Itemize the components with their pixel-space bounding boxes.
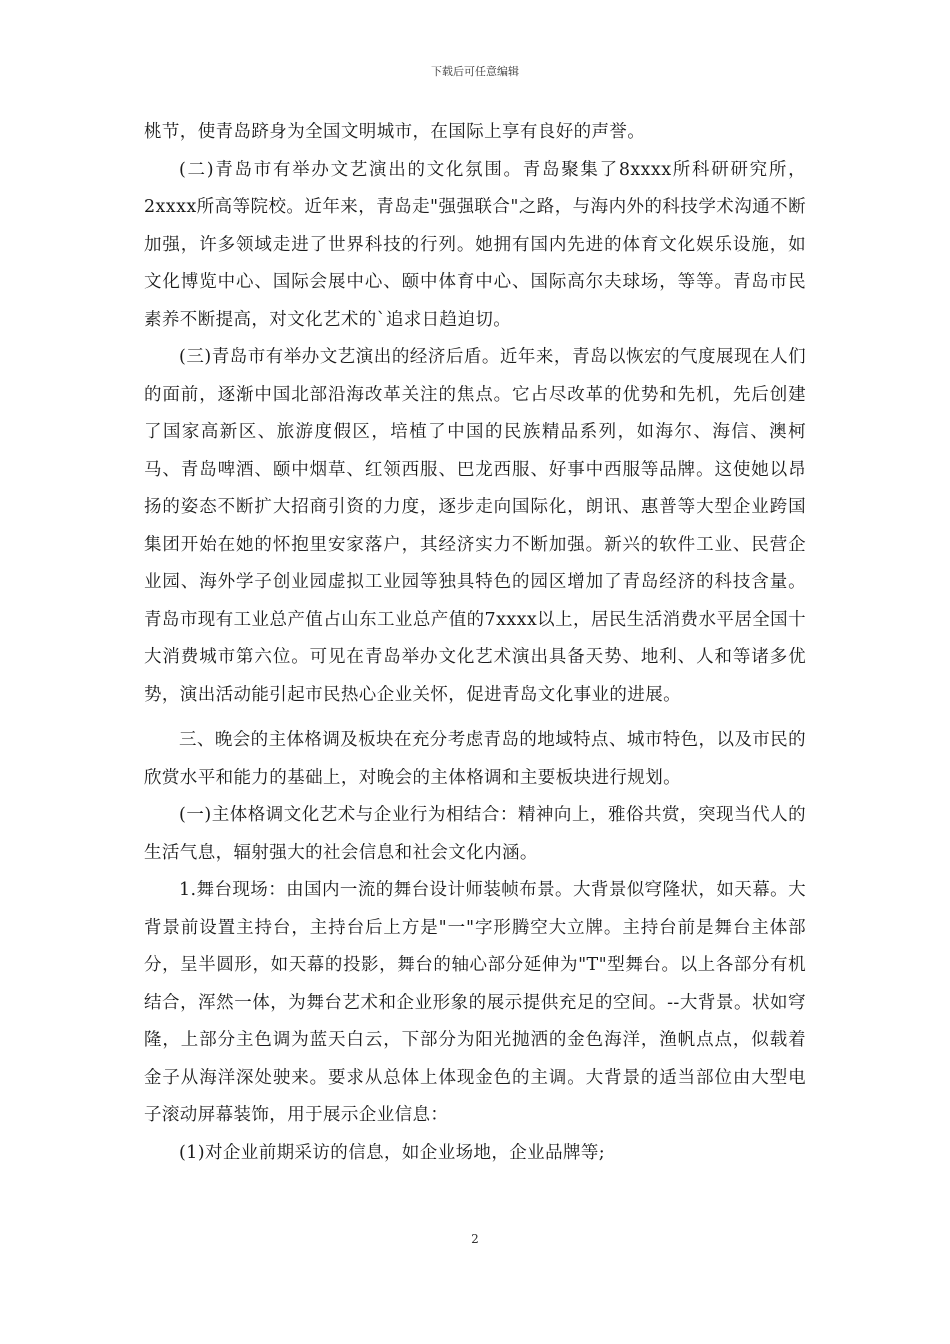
page-number: 2: [471, 1232, 479, 1246]
document-body: [144, 114, 806, 1172]
paragraph-section-three: 三、晚会的主体格调及板块在充分考虑青岛的地域特点、城市特色，以及市民的欣赏水平和能力的基础上，对晚会的主体格调和主要板块进行规划。: [144, 730, 806, 788]
paragraph-cultural-atmosphere: (二)青岛市有举办文艺演出的文化氛围。青岛聚集了8xxxx所科研研究所，2xxxx所高等院校。近年来，青岛走"强强联合"之路，与海内外的科技学术沟通不断加强，许多领域走进了世界科技的行列。她拥有国内先进的体育文化娱乐设施，如文化博览中心、国际会展中心、颐中体育中心、国际高尔夫球场，等等。青岛市民素养不断提高，对文化艺术的`追求日趋迫切。: [144, 159, 806, 330]
page-header: 下载后可任意编辑: [431, 65, 519, 78]
paragraph-list-item-1: (1)对企业前期采访的信息，如企业场地，企业品牌等;: [179, 1142, 606, 1163]
paragraph-continuation: 桃节，使青岛跻身为全国文明城市，在国际上享有良好的声誉。: [144, 122, 646, 142]
paragraph-stage-scene: 1.舞台现场：由国内一流的舞台设计师装帧布景。大背景似穹隆状，如天幕。大背景前设置主持台，主持台后上方是"一"字形腾空大立牌。主持台前是舞台主体部分，呈半圆形，如天幕的投影，舞台的轴心部分延伸为"T"型舞台。以上各部分有机结合，浑然一体，为舞台艺术和企业形象的展示提供充足的空间。--大背景。状如穹隆，上部分主色调为蓝天白云，下部分为阳光抛洒的金色海洋，渔帆点点，似载着金子从海洋深处驶来。要求从总体上体现金色的主调。大背景的适当部位由大型电子滚动屏幕装饰，用于展示企业信息：: [144, 880, 806, 1125]
paragraph-economic-support: (三)青岛市有举办文艺演出的经济后盾。近年来，青岛以恢宏的气度展现在人们的面前，逐渐中国北部沿海改革关注的焦点。它占尽改革的优势和先机，先后创建了国家高新区、旅游度假区，培植了中国的民族精品系列，如海尔、海信、澳柯马、青岛啤酒、颐中烟草、红领西服、巴龙西服、好事中西服等品牌。这使她以昂扬的姿态不断扩大招商引资的力度，逐步走向国际化，朗讯、惠普等大型企业跨国集团开始在她的怀抱里安家落户，其经济实力不断加强。新兴的软件工业、民营企业园、海外学子创业园虚拟工业园等独具特色的园区增加了青岛经济的科技含量。青岛市现有工业总产值占山东工业总产值的7xxxx以上，居民生活消费水平居全国十大消费城市第六位。可见在青岛举办文化艺术演出具备天势、地利、人和等诸多优势，演出活动能引起市民热心企业关怀，促进青岛文化事业的进展。: [144, 347, 806, 705]
paragraph-main-tone: (一)主体格调文化艺术与企业行为相结合：精神向上，雅俗共赏，突现当代人的生活气息，辐射强大的社会信息和社会文化内涵。: [144, 805, 806, 863]
